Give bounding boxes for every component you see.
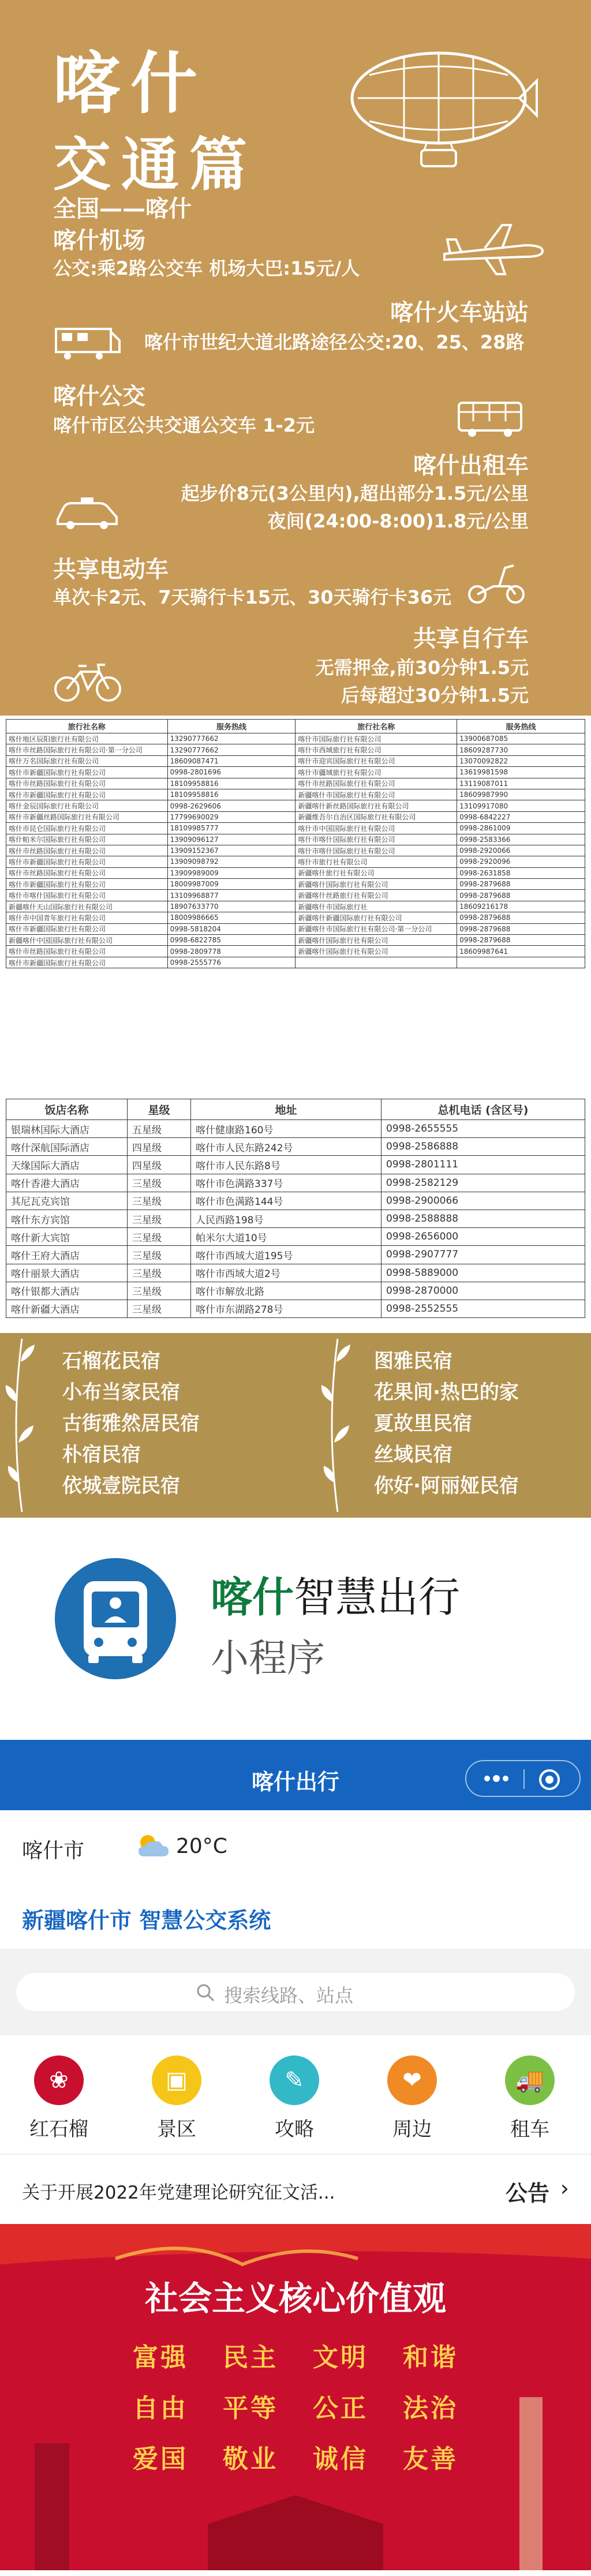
- hotel-name-cell: 喀什新疆大酒店: [6, 1300, 128, 1317]
- function-tiles: [0, 2035, 591, 2154]
- core-value: 法治: [403, 2394, 458, 2423]
- hotel-address-cell: 喀什市色满路337号: [191, 1174, 381, 1192]
- hotel-star-cell: 五星级: [128, 1120, 191, 1138]
- table-row: [6, 890, 585, 901]
- agency-name-cell: 喀什市丝路国际旅行社有限公司: [6, 946, 168, 957]
- train-station-title: 喀什火车站站: [390, 299, 529, 326]
- agency-name-cell: 新疆喀什国际旅行社有限公司: [296, 879, 457, 890]
- temperature: 20°C: [176, 1834, 227, 1858]
- hotel-address-cell: 喀什市解放北路: [191, 1282, 381, 1300]
- capsule-divider: [523, 1769, 525, 1789]
- hotel-table-body: [6, 1120, 585, 1318]
- agency-hotline-cell: 0998-2879688: [457, 879, 585, 890]
- e-bike-title: 共享电动车: [53, 556, 169, 583]
- hotel-name-cell: 喀什东方宾馆: [6, 1210, 128, 1227]
- agency-hotline-cell: 18609216178: [457, 901, 585, 912]
- agency-hotline-cell: 0998-2879688: [457, 890, 585, 901]
- table-row: [6, 1210, 585, 1227]
- agency-name-cell: 喀什市中国青年旅行社有限公司: [6, 912, 168, 923]
- guesthouse-name: 你好·阿丽娅民宿: [374, 1474, 519, 1497]
- table-row: [6, 1138, 585, 1156]
- table-header-row: [6, 1099, 585, 1120]
- core-value: 公正: [313, 2394, 368, 2423]
- table-row: [6, 1156, 585, 1174]
- agency-hotline-cell: 18609987641: [457, 946, 585, 957]
- table-row: [6, 800, 585, 811]
- core-values-banner[interactable]: [0, 2224, 591, 2570]
- poster-title-city: 喀什: [53, 45, 208, 123]
- table-row: [6, 767, 585, 778]
- hotel-section: [0, 1096, 591, 1333]
- leaf-vine-icon: [5, 1339, 39, 1512]
- agency-name-cell: 喀什市喀什国际旅行社有限公司: [296, 834, 457, 845]
- bus-system-name: 新疆喀什市 智慧公交系统: [22, 1908, 271, 1933]
- agency-hotline-cell: 18109958816: [167, 789, 296, 800]
- agency-name-cell: 喀什地区辰阳旅行社有限公司: [6, 733, 168, 744]
- header-agency-name: 旅行社名称: [296, 720, 457, 733]
- search-input[interactable]: [16, 1973, 575, 2011]
- agency-name-cell: 新疆喀什国际旅行社有限公司: [296, 935, 457, 946]
- app-title: 喀什出行: [251, 1769, 339, 1795]
- hotel-phone-cell: 0998-2582129: [381, 1174, 585, 1192]
- agency-name-cell: 喀什市丝路国际旅行社有限公司: [6, 845, 168, 856]
- tile-label: 租车: [510, 2118, 549, 2141]
- guesthouse-name: 花果间·热巴的家: [374, 1381, 519, 1404]
- table-row: [6, 957, 585, 968]
- hotel-name-cell: 喀什王府大酒店: [6, 1246, 128, 1264]
- hotel-address-cell: 喀什健康路160号: [191, 1120, 381, 1138]
- guesthouse-name: 古街雅然居民宿: [62, 1412, 200, 1435]
- agency-name-cell: 喀什万名国际旅行社有限公司: [6, 755, 168, 766]
- taxi-day-price: 起步价8元(3公里内),超出部分1.5元/公里: [181, 482, 529, 504]
- airport-title: 喀什机场: [53, 227, 145, 254]
- table-row: [6, 733, 585, 744]
- mini-program-name-suffix: 智慧出行: [294, 1573, 461, 1622]
- agency-hotline-cell: 18009986665: [167, 912, 296, 923]
- hotel-star-cell: 四星级: [128, 1138, 191, 1156]
- shared-bike-title: 共享自行车: [413, 626, 529, 652]
- chevron-right-icon: ›: [560, 2176, 569, 2201]
- agency-name-cell: 喀什市新疆国际旅行社有限公司: [6, 879, 168, 890]
- hotel-star-cell: 三星级: [128, 1174, 191, 1192]
- agency-hotline-cell: 17799690029: [167, 811, 296, 822]
- agency-name-cell: 新疆喀什国际旅行社有限公司: [296, 946, 457, 957]
- agency-name-cell: 新疆喀什丝路旅行社有限公司: [296, 890, 457, 901]
- hotel-phone-cell: 0998-5889000: [381, 1264, 585, 1282]
- hotel-star-cell: 三星级: [128, 1300, 191, 1317]
- agency-name-cell: 新疆喀什旅行社有限公司: [296, 867, 457, 878]
- hotel-address-cell: 喀什市色满路144号: [191, 1192, 381, 1210]
- agency-hotline-cell: 18009987009: [167, 879, 296, 890]
- hotel-phone-cell: 0998-2870000: [381, 1282, 585, 1300]
- agency-name-cell: 喀什市喀什国际旅行社有限公司: [6, 890, 168, 901]
- mini-program-name: [211, 1564, 460, 1624]
- scooter-icon: [465, 560, 528, 606]
- agency-table-body: [6, 733, 585, 968]
- agency-name-cell: 喀什市新疆丝路国际旅行社有限公司: [6, 811, 168, 822]
- hotel-phone-cell: 0998-2552555: [381, 1300, 585, 1317]
- hotel-name-cell: 喀什新大宾馆: [6, 1228, 128, 1246]
- table-row: [6, 1192, 585, 1210]
- core-values-row: [0, 2438, 591, 2475]
- hotel-name-cell: 银瑞林国际大酒店: [6, 1120, 128, 1138]
- table-row: [6, 1246, 585, 1264]
- table-row: [6, 879, 585, 890]
- guesthouse-name: 丝域民宿: [374, 1443, 452, 1466]
- table-row: [6, 1300, 585, 1317]
- core-value: 文明: [313, 2343, 368, 2372]
- table-row: [6, 744, 585, 755]
- agency-name-cell: 新疆喀什新丝路国际旅行社有限公司: [296, 800, 457, 811]
- hotel-star-cell: 三星级: [128, 1246, 191, 1264]
- mini-program-header: [0, 1518, 591, 1740]
- bus-app-logo-icon: [55, 1558, 176, 1679]
- agency-name-cell: 喀什市疆域旅行社有限公司: [296, 767, 457, 778]
- agency-hotline-cell: 13900687085: [457, 733, 585, 744]
- shared-bike-info-1: 无需押金,前30分钟1.5元: [315, 657, 529, 679]
- agency-hotline-cell: 13909098792: [167, 856, 296, 867]
- transport-poster: [0, 0, 591, 716]
- core-value: 诚信: [313, 2444, 368, 2474]
- poster-title-transport: 交通篇: [53, 131, 257, 199]
- tile-pomegranate[interactable]: [7, 2055, 111, 2141]
- agency-name-cell: 喀什市新疆国际旅行社有限公司: [6, 789, 168, 800]
- agency-hotline-cell: 13909989009: [167, 867, 296, 878]
- tile-car-rental[interactable]: [478, 2055, 582, 2141]
- agency-hotline-cell: 13290777662: [167, 733, 296, 744]
- agency-name-cell: 喀什市丝路国际旅行社有限公司·第一分公司: [6, 744, 168, 755]
- agency-name-cell: 喀什市中国国际旅行社有限公司: [296, 823, 457, 834]
- hotel-address-cell: 喀什市人民东路8号: [191, 1156, 381, 1174]
- tile-label: 红石榴: [29, 2118, 88, 2141]
- taxi-title: 喀什出租车: [413, 452, 529, 479]
- guesthouse-name: 朴宿民宿: [62, 1443, 141, 1466]
- current-city[interactable]: 喀什市: [22, 1839, 85, 1863]
- guesthouse-name: 图雅民宿: [374, 1350, 452, 1373]
- hotel-address-cell: 喀什市东湖路278号: [191, 1300, 381, 1317]
- table-row: [6, 1228, 585, 1246]
- table-row: [6, 856, 585, 867]
- agency-name-cell: 新疆喀什新疆国际旅行社有限公司: [296, 912, 457, 923]
- table-row: [6, 935, 585, 946]
- core-value: 民主: [223, 2343, 278, 2372]
- guesthouse-list-left: [62, 1346, 200, 1502]
- agency-name-cell: 喀什市国际旅行社有限公司: [296, 733, 457, 744]
- hotel-table: [6, 1099, 585, 1318]
- agency-name-cell: 喀什市迎宾国际旅行社有限公司: [296, 755, 457, 766]
- hotel-name-cell: 其尼瓦克宾馆: [6, 1192, 128, 1210]
- hotel-address-cell: 喀什市西域大道195号: [191, 1246, 381, 1264]
- agency-name-cell: 新疆喀什市国际旅行社有限公司: [296, 789, 457, 800]
- search-placeholder: 搜索线路、站点: [224, 1985, 354, 2006]
- agency-hotline-cell: 0998-2629606: [167, 800, 296, 811]
- agency-name-cell: 喀什市旅行社有限公司: [296, 856, 457, 867]
- hotel-phone-cell: 0998-2801111: [381, 1156, 585, 1174]
- header-hotline: 服务热线: [457, 720, 585, 733]
- tile-scenic-spot[interactable]: [125, 2055, 229, 2141]
- agency-hotline-cell: 0998-2879688: [457, 923, 585, 934]
- hotel-phone-cell: 0998-2586888: [381, 1138, 585, 1156]
- hotel-star-cell: 三星级: [128, 1192, 191, 1210]
- banner-title: 社会主义核心价值观: [144, 2279, 446, 2318]
- agency-hotline-cell: 13119087011: [457, 778, 585, 789]
- agency-hotline-cell: 0998-2555776: [167, 957, 296, 968]
- agency-hotline-cell: 13109968877: [167, 890, 296, 901]
- mini-program-name-city: 喀什: [211, 1573, 294, 1622]
- city-bus-info: 喀什市区公共交通公交车 1-2元: [53, 414, 315, 436]
- agency-hotline-cell: 0998-2583366: [457, 834, 585, 845]
- core-value: 敬业: [223, 2444, 278, 2474]
- table-row: [6, 912, 585, 923]
- hotel-phone-cell: 0998-2655555: [381, 1120, 585, 1138]
- agency-name-cell: 喀什市丝路国际旅行社有限公司: [6, 867, 168, 878]
- agency-name-cell: 新疆喀什市国际旅行社: [296, 901, 457, 912]
- notice-text[interactable]: 关于开展2022年党建理论研究征文活...: [22, 2182, 335, 2203]
- agency-name-cell: 喀什市新疆国际旅行社有限公司: [6, 957, 168, 968]
- agency-hotline-cell: 0998-2631858: [457, 867, 585, 878]
- e-bike-info: 单次卡2元、7天骑行卡15元、30天骑行卡36元: [53, 586, 452, 608]
- system-name-bar: [0, 1885, 591, 1949]
- hotel-star-cell: 三星级: [128, 1228, 191, 1246]
- hotel-name-cell: 喀什香港大酒店: [6, 1174, 128, 1192]
- table-row: [6, 946, 585, 957]
- agency-name-cell: 喀什市新疆国际旅行社有限公司: [6, 856, 168, 867]
- guesthouse-name: 小布当家民宿: [62, 1381, 180, 1404]
- table-row: [6, 923, 585, 934]
- pomegranate-icon: ❀: [34, 2055, 84, 2105]
- agency-hotline-cell: 0998-2879688: [457, 935, 585, 946]
- agency-name-cell: 喀什市昆仑国际旅行社有限公司: [6, 823, 168, 834]
- bicycle-icon: [53, 658, 122, 704]
- agency-hotline-cell: 0998-2920096: [457, 856, 585, 867]
- hotel-phone-cell: 0998-2588888: [381, 1210, 585, 1227]
- leaf-vine-icon: [320, 1339, 355, 1512]
- route-title: 全国——喀什: [53, 196, 192, 222]
- core-value: 和谐: [403, 2343, 458, 2372]
- table-row: [6, 823, 585, 834]
- notice-bar[interactable]: [0, 2154, 591, 2224]
- table-row: [6, 1120, 585, 1138]
- bus-icon: [456, 398, 525, 439]
- agency-name-cell: 喀什金辰国际旅行社有限公司: [6, 800, 168, 811]
- core-value: 平等: [223, 2394, 278, 2423]
- scenic-spot-icon: ▣: [152, 2055, 201, 2105]
- guesthouse-name: 依城壹院民宿: [62, 1474, 180, 1497]
- core-values-row: [0, 2387, 591, 2424]
- agency-name-cell: 喀什市新疆国际旅行社有限公司: [6, 767, 168, 778]
- agency-hotline-cell: 13290777662: [167, 744, 296, 755]
- close-target-icon[interactable]: [538, 1768, 561, 1791]
- tile-label: 景区: [157, 2118, 196, 2141]
- header-agency-name: 旅行社名称: [6, 720, 168, 733]
- header-hotel-name: 饭店名称: [6, 1099, 128, 1120]
- agency-hotline-cell: 18609987990: [457, 789, 585, 800]
- agency-hotline-cell: 18907633770: [167, 901, 296, 912]
- agency-name-cell: 喀什市丝路国际旅行社有限公司: [6, 778, 168, 789]
- table-row: [6, 901, 585, 912]
- core-value: 富强: [133, 2343, 188, 2372]
- agency-name-cell: 喀什市喀什国际旅行社有限公司: [296, 845, 457, 856]
- table-row: [6, 1264, 585, 1282]
- taxi-night-price: 夜间(24:00-8:00)1.8元/公里: [267, 510, 529, 532]
- hotel-name-cell: 喀什银都大酒店: [6, 1282, 128, 1300]
- train-icon: [53, 320, 122, 361]
- agency-hotline-cell: 18109958816: [167, 778, 296, 789]
- hotel-address-cell: 喀什市人民东路242号: [191, 1138, 381, 1156]
- table-row: [6, 834, 585, 845]
- agency-name-cell: 新疆喀什中国国际旅行社有限公司: [6, 935, 168, 946]
- table-row: [6, 755, 585, 766]
- tile-label: 周边: [392, 2118, 432, 2141]
- core-value: 爱国: [133, 2444, 188, 2474]
- guide-icon: ✎: [270, 2055, 319, 2105]
- agency-name-cell: 喀什市新疆国际旅行社有限公司: [6, 923, 168, 934]
- core-value: 自由: [133, 2394, 188, 2423]
- agency-hotline-cell: 13909152367: [167, 845, 296, 856]
- search-section: [0, 1949, 591, 2035]
- hotel-star-cell: 三星级: [128, 1282, 191, 1300]
- guesthouse-banner: [0, 1333, 591, 1518]
- hotel-phone-cell: 0998-2907777: [381, 1246, 585, 1264]
- agency-hotline-cell: 0998-2809778: [167, 946, 296, 957]
- travel-agency-table: [6, 719, 585, 968]
- agency-hotline-cell: 18109985777: [167, 823, 296, 834]
- table-row: [6, 1174, 585, 1192]
- travel-agency-section: [0, 716, 591, 1096]
- core-values-row: [0, 2337, 591, 2373]
- city-bus-title: 喀什公交: [53, 383, 145, 410]
- hotel-address-cell: 喀什市西域大道2号: [191, 1264, 381, 1282]
- agency-hotline-cell: 13619981598: [457, 767, 585, 778]
- agency-name-cell: 新疆维吾尔自治区国际旅行社有限公司: [296, 811, 457, 822]
- header-star-rating: 星级: [128, 1099, 191, 1120]
- agency-name-cell: [296, 957, 457, 968]
- core-value: 友善: [403, 2444, 458, 2474]
- agency-name-cell: 新疆喀什天山国际旅行社有限公司: [6, 901, 168, 912]
- car-rental-icon: 🚚: [505, 2055, 555, 2105]
- agency-hotline-cell: 0998-2801696: [167, 767, 296, 778]
- agency-name-cell: 喀什市西域旅行社有限公司: [296, 744, 457, 755]
- mini-program-capsule: [465, 1760, 581, 1797]
- agency-hotline-cell: [457, 957, 585, 968]
- guesthouse-list-right: [374, 1346, 519, 1502]
- table-header-row: [6, 720, 585, 733]
- table-row: [6, 811, 585, 822]
- tile-nearby[interactable]: [360, 2055, 464, 2141]
- table-row: [6, 867, 585, 878]
- hotel-address-cell: 帕米尔大道10号: [191, 1228, 381, 1246]
- guesthouse-name: 石榴花民宿: [62, 1350, 160, 1373]
- hotel-phone-cell: 0998-2656000: [381, 1228, 585, 1246]
- hotel-phone-cell: 0998-2900066: [381, 1192, 585, 1210]
- header-hotline: 服务热线: [167, 720, 296, 733]
- agency-hotline-cell: 0998-6822785: [167, 935, 296, 946]
- mini-program-type: 小程序: [211, 1636, 325, 1680]
- hotel-star-cell: 四星级: [128, 1156, 191, 1174]
- agency-hotline-cell: 13909096127: [167, 834, 296, 845]
- agency-hotline-cell: 0998-6842227: [457, 811, 585, 822]
- table-row: [6, 789, 585, 800]
- train-bus-info: 喀什市世纪大道北路途径公交:20、25、28路: [144, 331, 525, 353]
- agency-hotline-cell: 0998-2879688: [457, 912, 585, 923]
- agency-hotline-cell: 0998-5818204: [167, 923, 296, 934]
- airship-icon: [335, 35, 543, 185]
- agency-hotline-cell: 0998-2861009: [457, 823, 585, 834]
- hotel-name-cell: 天缘国际大酒店: [6, 1156, 128, 1174]
- nearby-icon: ❤: [387, 2055, 437, 2105]
- hotel-address-cell: 人民西路198号: [191, 1210, 381, 1227]
- partly-cloudy-icon: [134, 1831, 171, 1860]
- shared-bike-info-2: 后每超过30分钟1.5元: [341, 684, 529, 706]
- hotel-name-cell: 喀什深航国际酒店: [6, 1138, 128, 1156]
- table-row: [6, 845, 585, 856]
- hotel-name-cell: 喀什丽景大酒店: [6, 1264, 128, 1282]
- taxi-icon: [53, 496, 122, 531]
- tile-label: 攻略: [275, 2118, 314, 2141]
- weather-bar: [0, 1810, 591, 1885]
- airport-bus-info: 公交:乘2路公交车 机场大巴:15元/人: [53, 257, 360, 279]
- hotel-star-cell: 三星级: [128, 1210, 191, 1227]
- more-icon[interactable]: [484, 1772, 509, 1785]
- agency-name-cell: 喀什帕米尔国际旅行社有限公司: [6, 834, 168, 845]
- hotel-star-cell: 三星级: [128, 1264, 191, 1282]
- table-row: [6, 778, 585, 789]
- guesthouse-name: 夏故里民宿: [374, 1412, 472, 1435]
- agency-name-cell: 新疆喀什市国际旅行社有限公司·第一分公司: [296, 923, 457, 934]
- header-address: 地址: [191, 1099, 381, 1120]
- agency-hotline-cell: 18609287730: [457, 744, 585, 755]
- search-icon: [195, 1982, 216, 2003]
- tile-guide[interactable]: [242, 2055, 346, 2141]
- agency-hotline-cell: 13070092822: [457, 755, 585, 766]
- header-phone: 总机电话 (含区号): [381, 1099, 585, 1120]
- airplane-icon: [439, 219, 548, 277]
- agency-name-cell: 喀什市丝路国际旅行社有限公司: [296, 778, 457, 789]
- agency-hotline-cell: 13109917080: [457, 800, 585, 811]
- agency-hotline-cell: 18609087471: [167, 755, 296, 766]
- notice-tag: 公告: [505, 2181, 549, 2206]
- agency-hotline-cell: 0998-2920066: [457, 845, 585, 856]
- table-row: [6, 1282, 585, 1300]
- app-navigation-bar: [0, 1740, 591, 1810]
